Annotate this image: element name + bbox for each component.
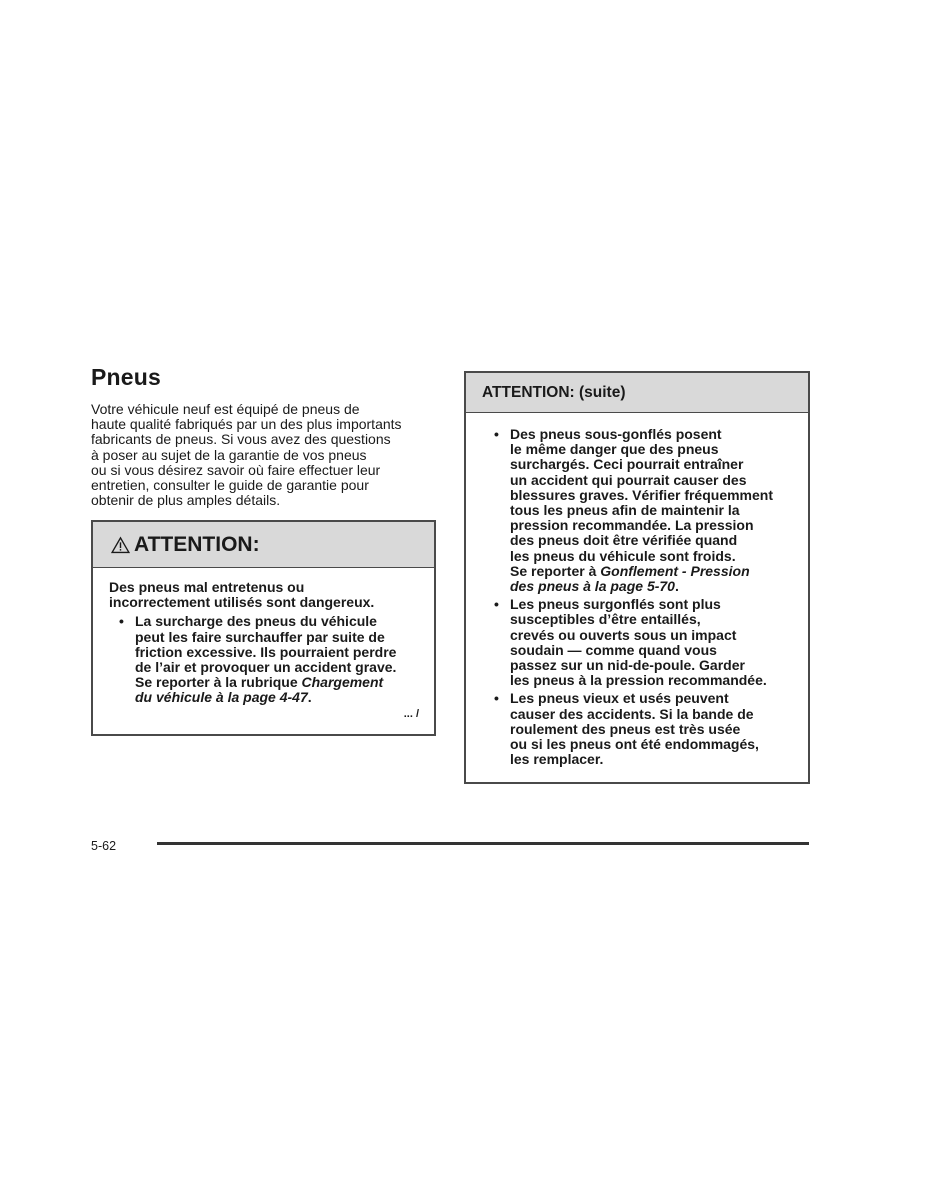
- cont-bullet-3: [484, 691, 808, 767]
- ref-title: Chargement: [301, 674, 384, 691]
- bullet-dot: •: [494, 596, 499, 613]
- cross-reference: [510, 564, 808, 579]
- intro-line: obtenir de plus amples détails.: [91, 492, 281, 509]
- section-title: Pneus: [91, 364, 162, 390]
- bullet-line: surchargés. Ceci pourrait entraîner: [510, 456, 744, 473]
- ref-title: du véhicule à la page 4-47: [135, 689, 308, 706]
- footer-rule: [157, 842, 809, 845]
- ref-prefix: Se reporter à la rubrique: [135, 674, 302, 691]
- bullet-dot: •: [494, 690, 499, 707]
- bullet-dot: •: [119, 613, 124, 630]
- bullet-line: pression recommandée. La pression: [510, 517, 754, 534]
- attention-continued-box: [464, 371, 810, 784]
- cross-reference-cont: [135, 690, 434, 705]
- attention-cont-header: [466, 373, 808, 413]
- bullet-line: Les pneus vieux et usés peuvent: [510, 690, 729, 707]
- attention-bullet: [109, 614, 434, 705]
- bullet-line: un accident qui pourrait causer des: [510, 471, 747, 488]
- bullet-line: susceptibles d’être entaillés,: [510, 611, 701, 628]
- attention-body: [93, 568, 434, 706]
- ref-title: des pneus à la page 5-70: [510, 578, 675, 595]
- attention-box: [91, 520, 436, 736]
- bullet-line: des pneus doit être vérifiée quand: [510, 532, 738, 549]
- bullet-line: Les pneus surgonflés sont plus: [510, 596, 721, 613]
- intro-line: entretien, consulter le guide de garantie pour: [91, 477, 369, 494]
- bullet-line: causer des accidents. Si la bande de: [510, 705, 754, 722]
- attention-heading: ATTENTION:: [134, 532, 260, 556]
- bullet-line: peut les faire surchauffer par suite de: [135, 628, 385, 645]
- bullet-line: La surcharge des pneus du véhicule: [135, 613, 377, 630]
- warning-triangle-icon: [111, 536, 130, 554]
- bullet-line: ou si les pneus ont été endommagés,: [510, 736, 759, 753]
- bullet-line: les pneus du véhicule sont froids.: [510, 547, 736, 564]
- bullet-line: de l’air et provoquer un accident grave.: [135, 659, 397, 676]
- ref-end: .: [307, 689, 312, 706]
- attention-lead-line: incorrectement utilisés sont dangereux.: [109, 594, 375, 611]
- ref-end: .: [674, 578, 679, 595]
- intro-line: Votre véhicule neuf est équipé de pneus de: [91, 401, 360, 417]
- intro-line: haute qualité fabriqués par un des plus importants: [91, 416, 402, 433]
- intro-line: à poser au sujet de la garantie de vos pneus: [91, 446, 367, 463]
- ref-title: Gonflement - Pression: [600, 562, 750, 579]
- attention-header: [93, 522, 434, 568]
- intro-paragraph: [91, 402, 441, 508]
- cross-reference: [135, 675, 434, 690]
- intro-line: fabricants de pneus. Si vous avez des questions: [91, 431, 391, 448]
- cont-bullet-2: [484, 597, 808, 688]
- bullet-dot: •: [494, 426, 499, 442]
- bullet-line: crevés ou ouverts sous un impact: [510, 626, 737, 643]
- bullet-line: les remplacer.: [510, 751, 604, 768]
- cont-bullet-1: [484, 427, 808, 594]
- bullet-line: les pneus à la pression recommandée.: [510, 672, 767, 689]
- attention-lead-line: Des pneus mal entretenus ou: [109, 579, 305, 595]
- bullet-line: tous les pneus afin de maintenir la: [510, 502, 740, 519]
- page-number: 5-62: [91, 839, 117, 853]
- bullet-line: blessures graves. Vérifier fréquemment: [510, 486, 774, 503]
- attention-cont-heading: ATTENTION: (suite): [482, 383, 626, 401]
- cross-reference-cont: [510, 579, 808, 594]
- bullet-line: roulement des pneus est très usée: [510, 720, 741, 737]
- bullet-line: friction excessive. Ils pourraient perdre: [135, 643, 397, 660]
- intro-line: ou si vous désirez savoir où faire effectuer leur: [91, 461, 381, 478]
- bullet-line: soudain — comme quand vous: [510, 641, 717, 658]
- continued-marker: ... /: [403, 708, 419, 720]
- attention-cont-body: [466, 413, 808, 767]
- bullet-line: le même danger que des pneus: [510, 441, 719, 458]
- ref-prefix: Se reporter à: [510, 562, 601, 579]
- bullet-line: passez sur un nid-de-poule. Garder: [510, 657, 745, 674]
- bullet-line: Des pneus sous-gonflés posent: [510, 426, 722, 442]
